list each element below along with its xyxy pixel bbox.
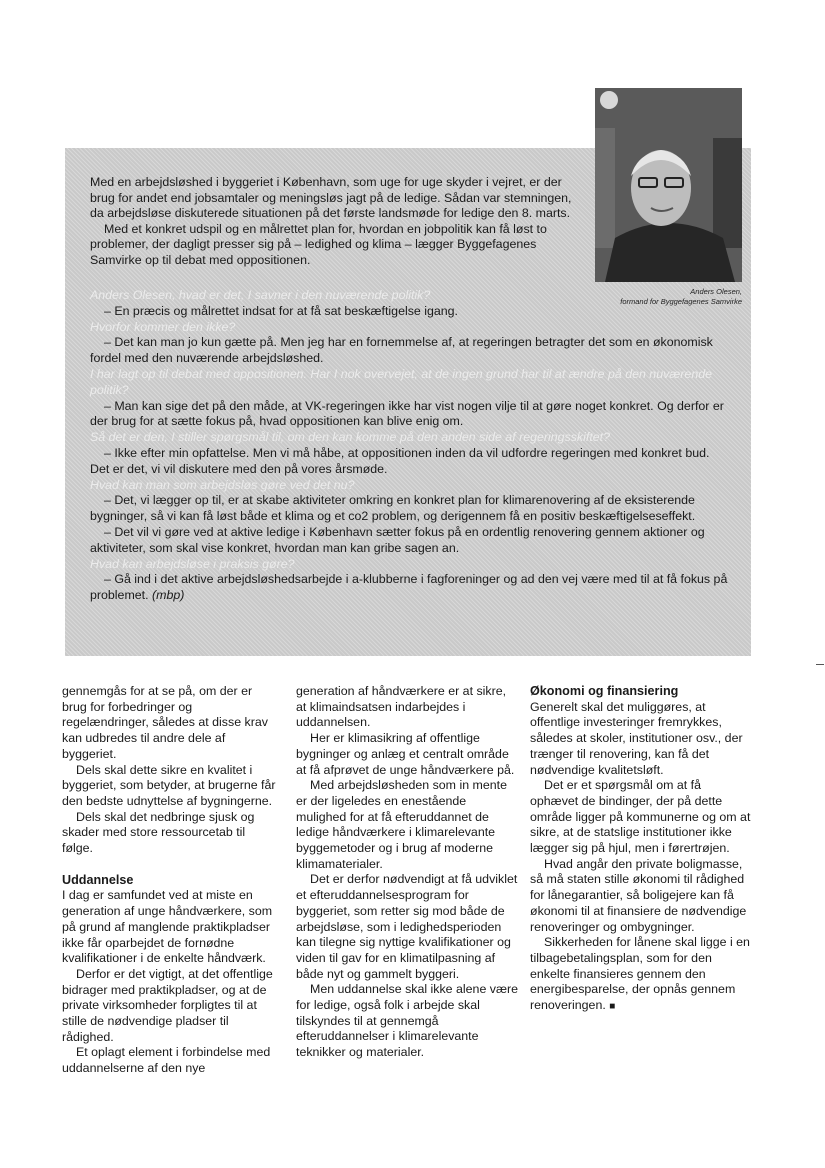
column-2 xyxy=(296,684,518,1061)
body-paragraph: generation af håndværkere er at sikre, at klimaindsatsen indarbejdes i uddannelsen. xyxy=(296,684,507,730)
interview-answer: – Ikke efter min opfattelse. Men vi må håbe, at oppositionen inden da vil udfordre regeringen med konkret bud. Det er det, vi vil diskutere med den på vores årsmøde. xyxy=(90,445,710,476)
interview-question: Så det er den, I stiller spørgsmål til, om den kan komme på den anden side af regeringsskiftet? xyxy=(90,430,610,445)
body-paragraph: Det er et spørgsmål om at få ophævet de bindinger, der på dette område ligger på kommunerne og om at sikre, at de statslige institutioner ikke lægger sig på hjul, men i førertrøjen. xyxy=(530,778,751,856)
interview-question: Hvorfor kommer den ikke? xyxy=(90,319,236,334)
answer-text: – Gå ind i det aktive arbejdsløshedsarbejde i a-klubberne i fagforeninger og ad den vej være med til at få fokus på problemet. xyxy=(90,572,728,603)
interview-answer: – Det, vi lægger op til, er at skabe aktiviteter omkring en konkret plan for klimarenovering af de eksisterende bygninger, så vi kan få løst både et klima og et co2 problem, og derigennem få en positiv beskæftigelseseffekt. xyxy=(90,493,696,524)
body-paragraph: Dels skal dette sikre en kvalitet i byggeriet, som betyder, at brugerne får den bedste udnyttelse af bygningerne. xyxy=(62,762,276,808)
interview-answer: – En præcis og målrettet indsat for at få sat beskæftigelse igang. xyxy=(104,303,459,318)
body-paragraph: Generelt skal det muliggøres, at offentlige investeringer fremrykkes, således at skoler, institutioner osv., der trænger til renovering, kan få det nødvendige kvalitetsløft. xyxy=(530,699,743,777)
page-edge-mark xyxy=(816,664,824,665)
intro-paragraph: Med et konkret udspil og en målrettet plan for, hvordan en jobpolitik kan få løst to problemer, der dagligt presser sig på – ledighed og klima – lægger Byggefagenes Samvirke op til debat med oppositionen. xyxy=(90,221,547,267)
wall-clock xyxy=(600,91,618,109)
body-paragraph: Her er klimasikring af offentlige bygninger og anlæg et centralt område at få afprøvet de unge håndværkere på. xyxy=(296,731,515,777)
body-paragraph: I dag er samfundet ved at miste en generation af unge håndværkere, som på grund af manglende praktikpladser ikke får oparbejdet de fornødne kvalifikationer i de enkelte håndværk. xyxy=(62,888,273,966)
body-paragraph: Derfor er det vigtigt, at det offentlige bidrager med praktikpladser, og at de private virksomheder forpligtes til at stille de nødvendige pladser til rådighed. xyxy=(62,966,273,1044)
interview-answer: – Det vil vi gøre ved at aktive ledige i København sætter fokus på en ordentlig renovering gennem aktioner og aktiviteter, som skal vise konkret, hvordan man kan gribe sagen an. xyxy=(90,524,705,555)
portrait-photo xyxy=(595,88,742,282)
intro-paragraph: Med en arbejdsløshed i byggeriet i København, som uge for uge skyder i vejret, er der brug for andet end jobsamtaler og meningsløs jagt på de ledige. Sådan var stemningen, da arbejdsløse diskuterede situationen på det første landsmøde for ledige den 8. marts. xyxy=(90,175,572,221)
caption-role: formand for Byggefagenes Samvirke xyxy=(620,297,742,306)
body-paragraph: Det er derfor nødvendigt at få udviklet et efteruddannelsesprogram for byggeriet, som retter sig mod både de arbejdsløse, som i ledighedsperioden kan tilegne sig nyttige kvalifikationer og viden til gav for en klimatilpasning af både nyt og gammelt byggeri. xyxy=(296,872,518,981)
intro-text xyxy=(90,175,580,269)
body-paragraph: Med arbejdsløsheden som in mente er der ligeledes en enestående mulighed for at få efteruddannet de ledige håndværkere i klimarelevante byggemetoder og i brug af moderne klimamaterialer. xyxy=(296,778,507,871)
interview-question: Hvad kan arbejdsløse i praksis gøre? xyxy=(90,556,295,571)
column-3 xyxy=(530,684,752,1015)
caption-name: Anders Olesen, xyxy=(690,287,742,296)
interview-question: Hvad kan man som arbejdsløs gøre ved det nu? xyxy=(90,477,355,492)
interview-answer: – Man kan sige det på den måde, at VK-regeringen ikke har vist nogen vilje til at gøre noget konkret. Og derfor er der brug for at sætte fokus på, hvad oppositionen kan blive enig om. xyxy=(90,398,724,429)
portrait-illustration xyxy=(595,88,742,282)
section-heading-okonomi: Økonomi og finansiering xyxy=(530,684,679,698)
interview-answer: – Det kan man jo kun gætte på. Men jeg har en fornemmelse af, at regeringen betragter det som en økonomisk fordel med den nuværende arbejdsløshed. xyxy=(90,335,713,366)
body-paragraph: Hvad angår den private boligmasse, så må staten stille økonomi til rådighed for lånegarantier, så boligejere kan få økonomi til at finansiere de nødvendige renoveringer og ombygninger. xyxy=(530,856,747,934)
author-signature: (mbp) xyxy=(152,588,185,603)
body-text: Sikkerheden for lånene skal ligge i en tilbagebetalingsplan, som for den enkelte finansieres gennem den energibesparelse, der opnås gennem renoveringen. xyxy=(530,935,750,1013)
interview-question: I har lagt op til debat med oppositionen. Har I nok overvejet, at de ingen grund har til at ændre på den nuværende politik? xyxy=(90,366,712,397)
interview-text xyxy=(90,288,732,604)
body-paragraph xyxy=(530,935,752,1015)
interview-question: Anders Olesen, hvad er det, I savner i den nuværende politik? xyxy=(90,288,431,302)
interview-answer xyxy=(90,572,732,604)
body-paragraph: Men uddannelse skal ikke alene være for ledige, også folk i arbejde skal tilskyndes til at gennemgå efteruddannelser i klimarelevante teknikker og materialer. xyxy=(296,982,519,1060)
column-1 xyxy=(62,684,278,1077)
section-heading-uddannelse: Uddannelse xyxy=(62,872,134,887)
body-paragraph: gennemgås for at se på, om der er brug for forbedringer og regelændringer, således at disse krav kan udbredes til andre dele af byggeriet. xyxy=(62,684,268,761)
body-paragraph: Dels skal det nedbringe sjusk og skader med store ressourcetab til følge. xyxy=(62,809,255,856)
body-paragraph: Et oplagt element i forbindelse med uddannelserne af den nye xyxy=(62,1045,271,1076)
end-of-article-mark: ■ xyxy=(609,1001,616,1013)
